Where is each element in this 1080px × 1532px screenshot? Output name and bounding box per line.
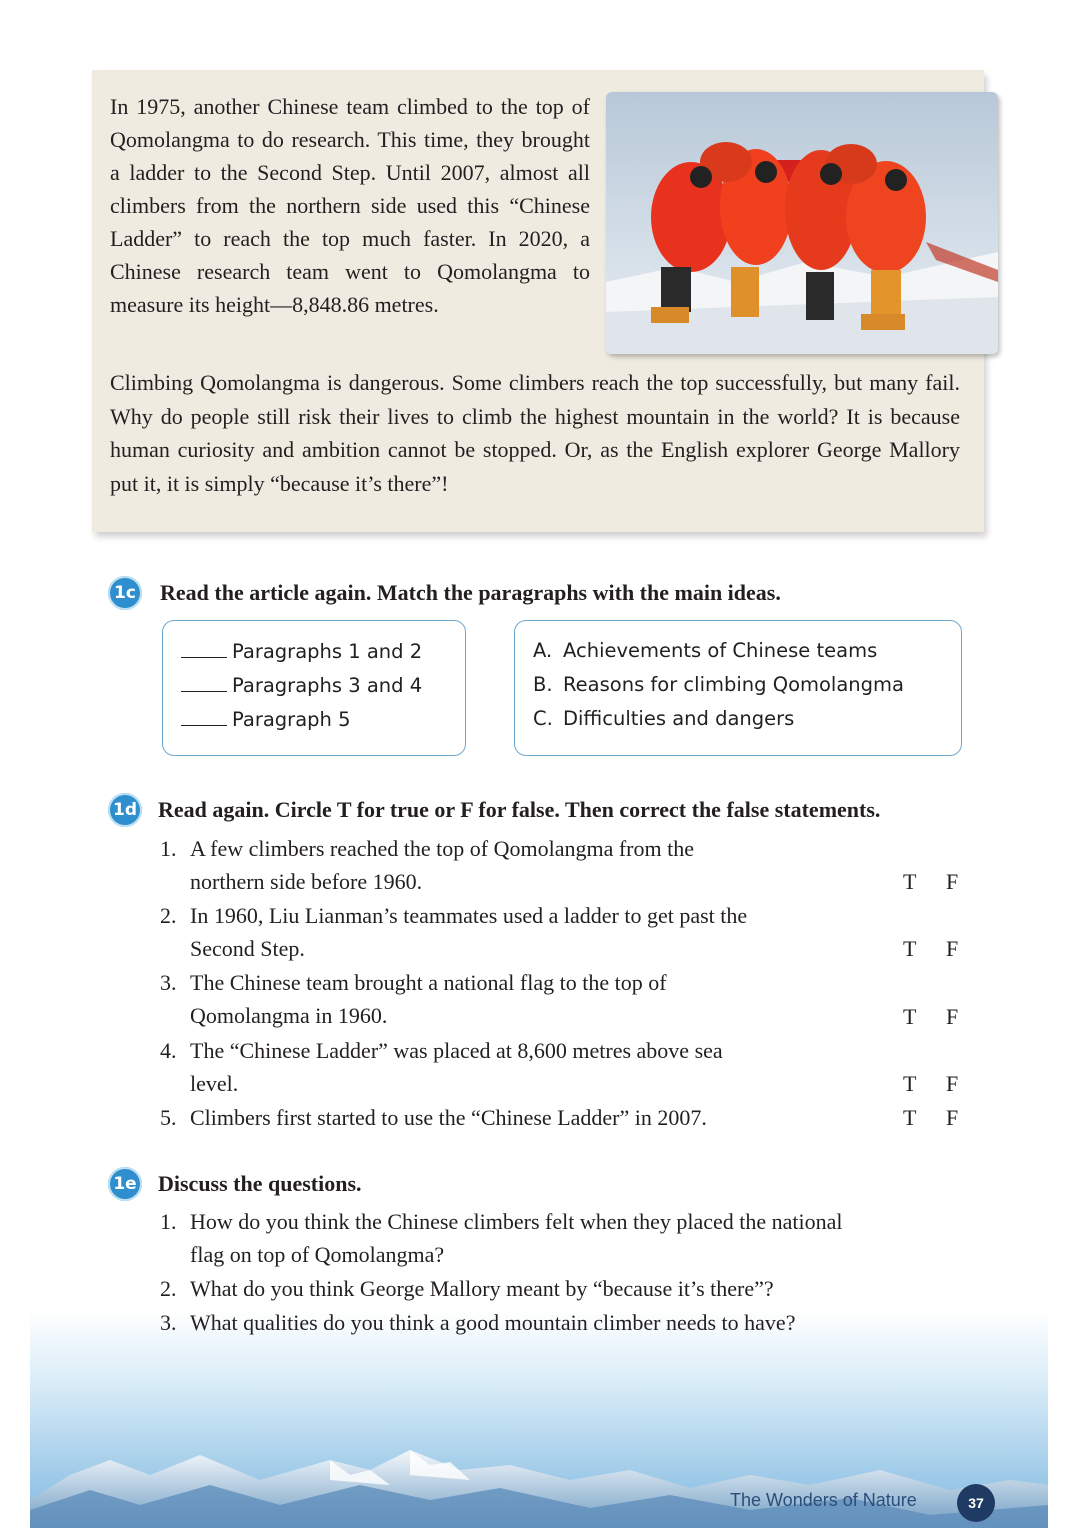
section-1e-header bbox=[108, 1167, 362, 1201]
question-number: 2. bbox=[160, 1276, 177, 1301]
false-option[interactable]: F bbox=[946, 936, 959, 961]
unit-title: The Wonders of Nature bbox=[730, 1490, 917, 1510]
statement-text: level. bbox=[190, 1071, 239, 1096]
answer-blank[interactable] bbox=[181, 639, 227, 658]
question-text: flag on top of Qomolangma? bbox=[190, 1242, 445, 1267]
idea-row bbox=[533, 673, 904, 696]
idea-row bbox=[533, 639, 877, 662]
true-option[interactable]: T bbox=[903, 936, 917, 961]
statement-text: The “Chinese Ladder” was placed at 8,600 metres above sea bbox=[190, 1038, 723, 1063]
true-option[interactable]: T bbox=[903, 1071, 917, 1096]
question-number: 1. bbox=[160, 1209, 177, 1234]
match-row bbox=[181, 707, 351, 731]
idea-text: Reasons for climbing Qomolangma bbox=[563, 673, 904, 696]
false-option[interactable]: F bbox=[946, 869, 959, 894]
statement-text: In 1960, Liu Lianman’s teammates used a ladder to get past the bbox=[190, 903, 748, 928]
statement-text: A few climbers reached the top of Qomolangma from the bbox=[190, 836, 695, 861]
article-panel bbox=[92, 70, 984, 532]
section-badge-1c: 1c bbox=[108, 576, 142, 610]
paragraph-label: Paragraph 5 bbox=[232, 708, 351, 731]
answer-blank[interactable] bbox=[181, 673, 227, 692]
statement-text: The Chinese team brought a national flag to the top of bbox=[190, 970, 667, 995]
idea-row bbox=[533, 707, 794, 730]
article-paragraph-2: Climbing Qomolangma is dangerous. Some climbers reach the top successfully, but many fail. Why do people still risk their lives to climb the highest mountain in the world? It is because human curiosity and ambition cannot be stopped. Or, as the English explorer George Mallory put it, it is simply “because it’s there”! bbox=[110, 370, 960, 496]
section-1c-header bbox=[108, 576, 781, 610]
section-badge-1e: 1e bbox=[108, 1167, 142, 1201]
answer-blank[interactable] bbox=[181, 707, 227, 726]
idea-text: Difficulties and dangers bbox=[563, 707, 795, 730]
statement-text: Second Step. bbox=[190, 936, 305, 961]
question-text: What do you think George Mallory meant by “because it’s there”? bbox=[190, 1276, 774, 1301]
false-option[interactable]: F bbox=[946, 1071, 959, 1096]
idea-letter: A. bbox=[533, 639, 553, 662]
page-number-badge: 37 bbox=[957, 1484, 995, 1522]
true-option[interactable]: T bbox=[903, 869, 917, 894]
article-paragraph-1: In 1975, another Chinese team climbed to the top of Qomolangma to do research. This time, they brought a ladder to the Second Step. Until 2007, almost all climbers from the northern side used this “Chinese Ladder” to reach the top much faster. In 2020, a Chinese research team went to Qomolangma to measure its height—8,848.86 metres. bbox=[110, 94, 590, 317]
climbers-photo bbox=[606, 92, 998, 354]
paragraph-label: Paragraphs 1 and 2 bbox=[232, 640, 423, 663]
question-number: 3. bbox=[160, 1310, 177, 1335]
true-option[interactable]: T bbox=[903, 1004, 917, 1029]
idea-text: Achievements of Chinese teams bbox=[563, 639, 878, 662]
match-row bbox=[181, 639, 422, 663]
statement-number: 4. bbox=[160, 1038, 177, 1063]
false-option[interactable]: F bbox=[946, 1105, 959, 1130]
statement-text: Climbers first started to use the “Chinese Ladder” in 2007. bbox=[190, 1105, 707, 1130]
statement-number: 3. bbox=[160, 970, 177, 995]
paragraphs-box bbox=[162, 620, 466, 756]
match-row bbox=[181, 673, 422, 697]
statement-number: 1. bbox=[160, 836, 177, 861]
false-option[interactable]: F bbox=[946, 1004, 959, 1029]
idea-letter: B. bbox=[533, 673, 553, 696]
section-badge-1d: 1d bbox=[108, 793, 142, 827]
question-text: What qualities do you think a good mountain climber needs to have? bbox=[190, 1310, 796, 1335]
paragraph-label: Paragraphs 3 and 4 bbox=[232, 674, 423, 697]
statement-text: northern side before 1960. bbox=[190, 869, 423, 894]
statement-text: Qomolangma in 1960. bbox=[190, 1003, 388, 1028]
section-1d-header bbox=[108, 793, 880, 827]
section-1e-instruction: Discuss the questions. bbox=[158, 1171, 362, 1196]
main-ideas-box bbox=[514, 620, 962, 756]
statement-number: 2. bbox=[160, 903, 177, 928]
statement-number: 5. bbox=[160, 1105, 177, 1130]
question-text: How do you think the Chinese climbers felt when they placed the national bbox=[190, 1209, 843, 1234]
idea-letter: C. bbox=[533, 707, 553, 730]
section-1d-instruction: Read again. Circle T for true or F for false. Then correct the false statements. bbox=[158, 797, 881, 822]
section-1c-instruction: Read the article again. Match the paragraphs with the main ideas. bbox=[160, 580, 781, 605]
true-option[interactable]: T bbox=[903, 1105, 917, 1130]
